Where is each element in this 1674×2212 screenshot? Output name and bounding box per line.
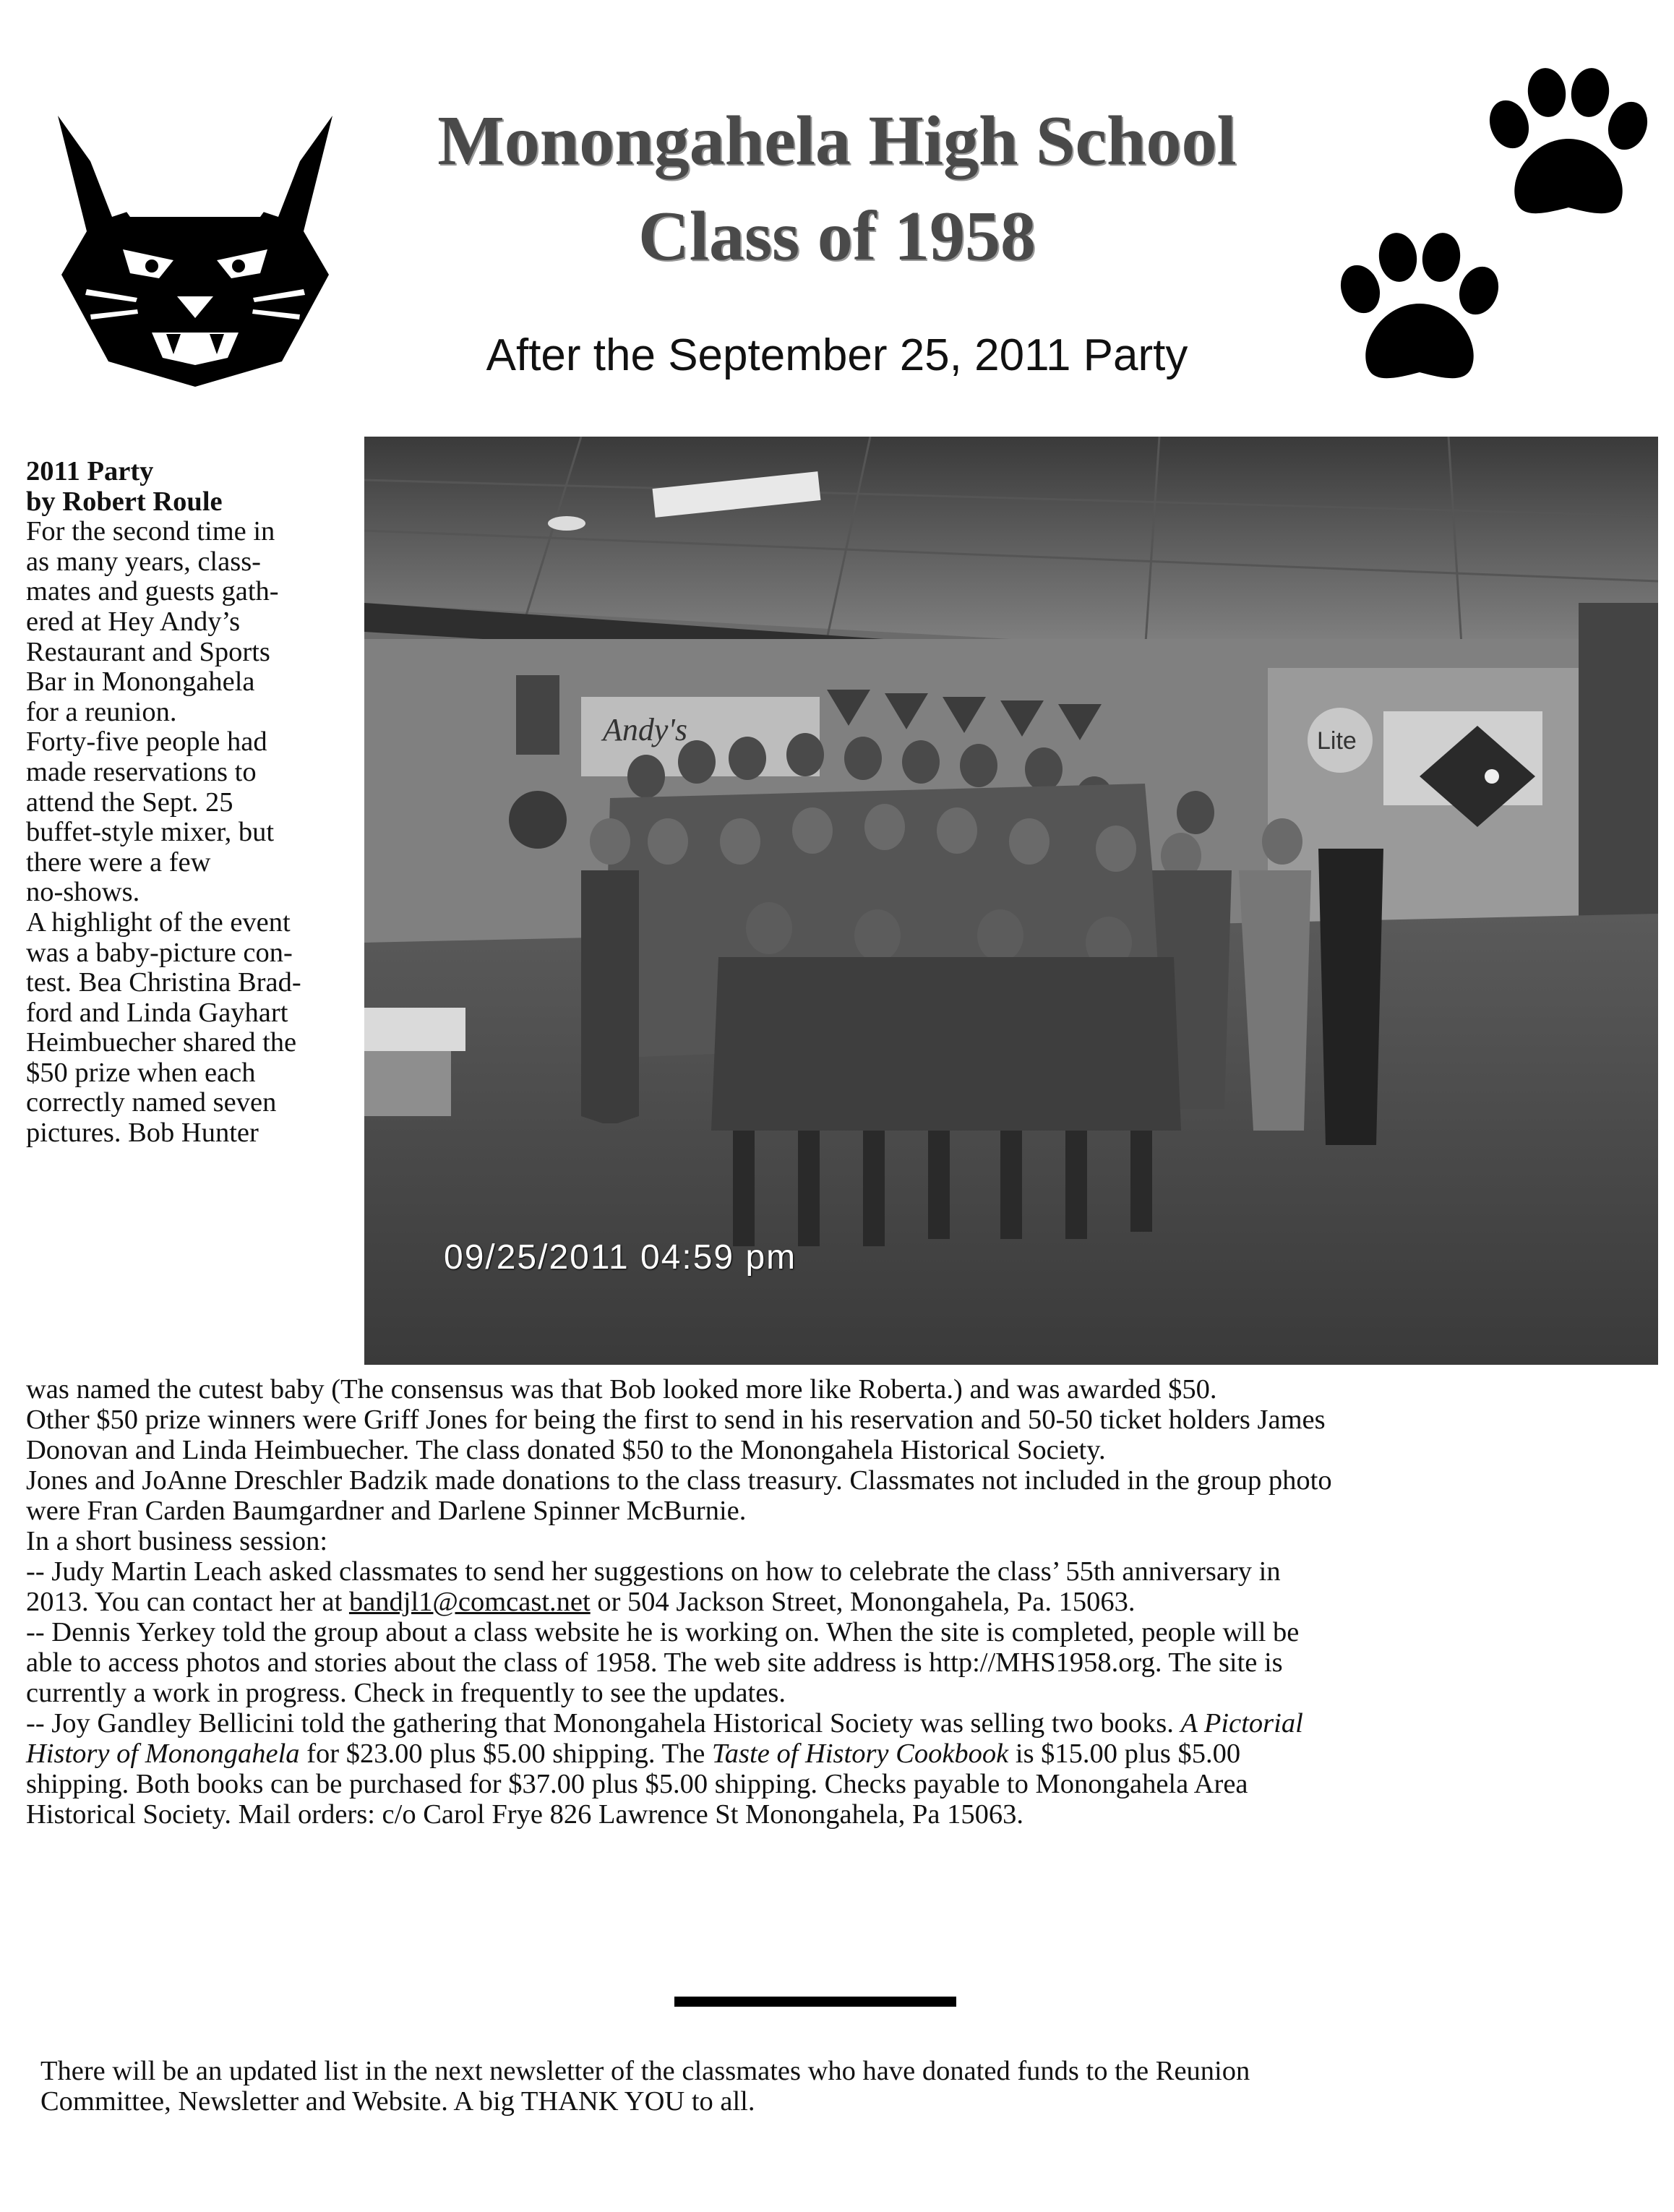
sidebar-line: Forty-five people had	[26, 726, 267, 758]
sidebar-line: buffet-style mixer, but	[26, 817, 275, 848]
body-line: -- Joy Gandley Bellicini told the gathering that Monongahela Historical Society was selling two books. A Pictorial	[26, 1708, 1303, 1739]
sidebar-line: as many years, class-	[26, 546, 261, 577]
sidebar-line: For the second time in	[26, 516, 275, 547]
body-line: -- Dennis Yerkey told the group about a class website he is working on. When the site is completed, people will be	[26, 1617, 1300, 1647]
article-heading: 2011 Party	[26, 456, 154, 486]
paw-print-icon	[1331, 231, 1505, 390]
body-line: currently a work in progress. Check in frequently to see the updates.	[26, 1678, 786, 1708]
sidebar-line: mates and guests gath-	[26, 576, 279, 607]
sidebar-line: Heimbuecher shared the	[26, 1027, 297, 1058]
sidebar-line: made reservations to	[26, 756, 257, 787]
article-body	[26, 1374, 1652, 1830]
page-title-line2: Class of 1958	[638, 197, 1036, 275]
sidebar-line: pictures. Bob Hunter	[26, 1118, 259, 1149]
section-divider	[674, 1997, 956, 2007]
paw-print-icon	[1480, 67, 1654, 226]
page-title-line1: Monongahela High School	[437, 102, 1237, 180]
group-photo	[364, 437, 1658, 1365]
page-subtitle: After the September 25, 2011 Party	[486, 330, 1188, 380]
body-line: able to access photos and stories about the class of 1958. The web site address is http://MHS1958.org. The site is	[26, 1647, 1283, 1678]
article-sidebar	[26, 457, 366, 1149]
book-title: History of Monongahela	[26, 1739, 300, 1769]
book-title: Taste of History Cookbook	[711, 1739, 1009, 1769]
article-byline: by Robert Roule	[26, 486, 223, 517]
footer-line: There will be an updated list in the next newsletter of the classmates who have donated funds to the Reunion	[40, 2056, 1250, 2086]
lite-sign-text: Lite	[1317, 727, 1357, 755]
body-line: In a short business session:	[26, 1526, 328, 1556]
sidebar-line: A highlight of the event	[26, 906, 291, 938]
body-line: -- Judy Martin Leach asked classmates to send her suggestions on how to celebrate the class’ 55th anniversary in	[26, 1556, 1281, 1587]
sidebar-line: correctly named seven	[26, 1087, 277, 1118]
sidebar-line: attend the Sept. 25	[26, 786, 233, 818]
sidebar-line: was a baby-picture con-	[26, 937, 293, 968]
body-line: was named the cutest baby (The consensus was that Bob looked more like Roberta.) and was awarded $50.	[26, 1374, 1217, 1405]
body-line: History of Monongahela for $23.00 plus $5.00 shipping. The Taste of History Cookbook is $15.00 plus $5.00	[26, 1739, 1241, 1769]
sidebar-line: there were a few	[26, 846, 211, 878]
body-line: Other $50 prize winners were Griff Jones for being the first to send in his reservation and 50-50 ticket holders James	[26, 1405, 1326, 1435]
body-line: were Fran Carden Baumgardner and Darlene Spinner McBurnie.	[26, 1496, 747, 1526]
photo-timestamp: 09/25/2011 04:59 pm	[444, 1238, 797, 1277]
book-title: A Pictorial	[1180, 1708, 1303, 1739]
footer-note	[40, 2056, 1631, 2117]
body-line: shipping. Both books can be purchased for $37.00 plus $5.00 shipping. Checks payable to Monongahela Area	[26, 1769, 1248, 1799]
body-line: Donovan and Linda Heimbuecher. The class donated $50 to the Monongahela Historical Society.	[26, 1435, 1106, 1465]
body-line: Jones and JoAnne Dreschler Badzik made donations to the class treasury. Classmates not included in the group photo	[26, 1465, 1332, 1496]
sidebar-line: $50 prize when each	[26, 1057, 256, 1088]
sidebar-line: for a reunion.	[26, 696, 177, 727]
sidebar-line: test. Bea Christina Brad-	[26, 967, 301, 998]
sidebar-line: ered at Hey Andy’s	[26, 606, 241, 637]
footer-line: Committee, Newsletter and Website. A big THANK YOU to all.	[40, 2086, 755, 2117]
sidebar-line: no-shows.	[26, 877, 140, 908]
sidebar-line: Restaurant and Sports	[26, 636, 270, 667]
email-link[interactable]: bandjl1@comcast.net	[348, 1587, 591, 1617]
sidebar-line: ford and Linda Gayhart	[26, 997, 288, 1028]
sidebar-line: Bar in Monongahela	[26, 666, 255, 698]
body-line: Historical Society. Mail orders: c/o Carol Frye 826 Lawrence St Monongahela, Pa 15063.	[26, 1799, 1023, 1830]
banner-andys-text: Andy's	[603, 712, 687, 747]
body-line: 2013. You can contact her at bandjl1@comcast.net or 504 Jackson Street, Monongahela, Pa. 15063.	[26, 1587, 1136, 1617]
